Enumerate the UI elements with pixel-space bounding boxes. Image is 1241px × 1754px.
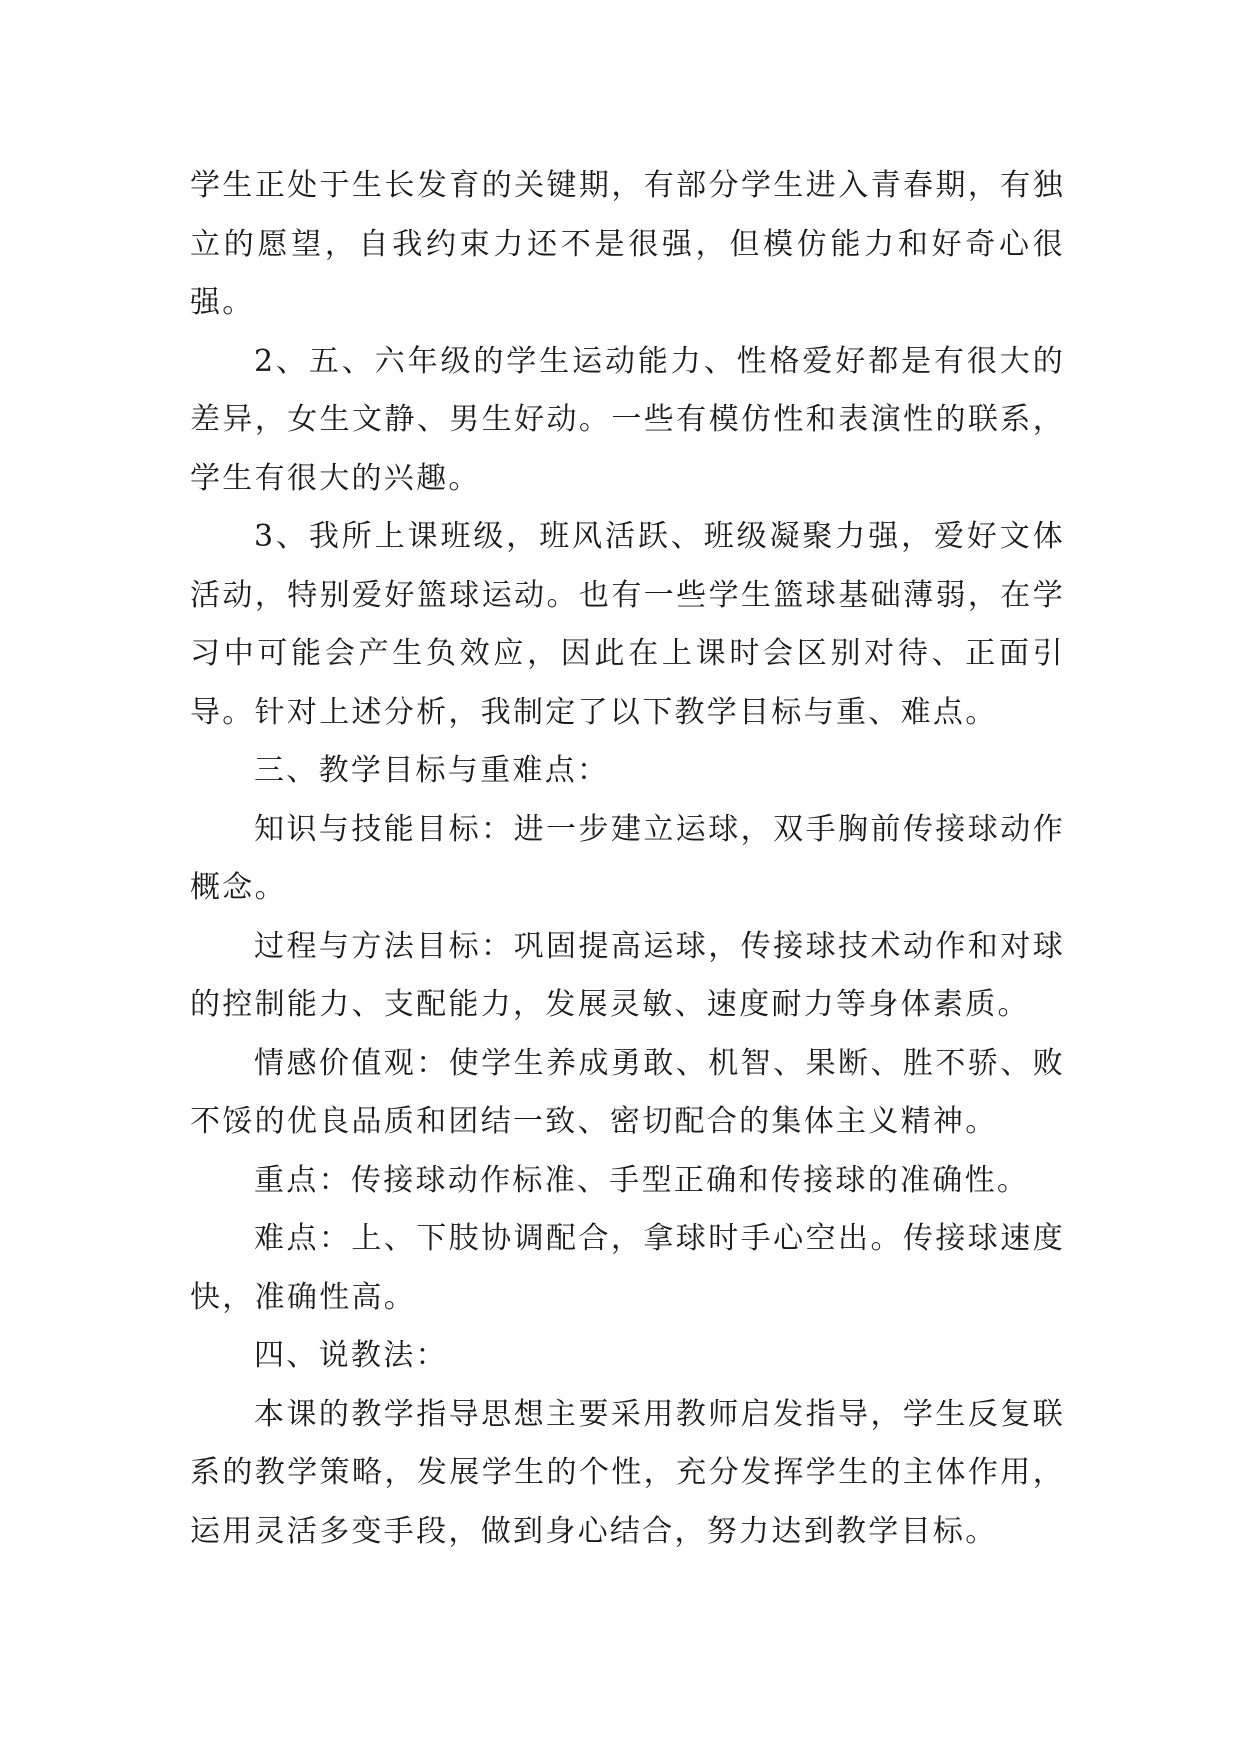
paragraph-grade-differences: 2、五、六年级的学生运动能力、性格爱好都是有很大的差异，女生文静、男生好动。一些有模仿性和表演性的联系，学生有很大的兴趣。 [190, 343, 1065, 496]
paragraph-values-goal: 情感价值观：使学生养成勇敢、机智、果断、胜不骄、败不馁的优良品质和团结一致、密切配合的集体主义精神。 [190, 1045, 1065, 1139]
paragraph-teaching-method: 本课的教学指导思想主要采用教师启发指导，学生反复联系的教学策略，发展学生的个性，充分发挥学生的主体作用，运用灵活多变手段，做到身心结合，努力达到教学目标。 [190, 1396, 1065, 1549]
paragraph-key-point: 重点：传接球动作标准、手型正确和传接球的准确性。 [254, 1162, 1030, 1198]
document-body [190, 157, 1065, 1561]
paragraph-difficulty: 难点：上、下肢协调配合，拿球时手心空出。传接球速度快，准确性高。 [190, 1221, 1065, 1315]
section-heading-goals: 三、教学目标与重难点： [254, 753, 610, 788]
paragraph-class-analysis: 3、我所上课班级，班风活跃、班级凝聚力强，爱好文体活动，特别爱好篮球运动。也有一些学生篮球基础薄弱，在学习中可能会产生负效应，因此在上课时会区别对待、正面引导。针对上述分析，我制定了以下教学目标与重、难点。 [190, 519, 1065, 730]
paragraph-student-development: 学生正处于生长发育的关键期，有部分学生进入青春期，有独立的愿望，自我约束力还不是很强，但模仿能力和好奇心很强。 [190, 168, 1065, 320]
paragraph-process-goal: 过程与方法目标：巩固提高运球，传接球技术动作和对球的控制能力、支配能力，发展灵敏、速度耐力等身体素质。 [190, 928, 1065, 1022]
section-heading-method: 四、说教法： [254, 1338, 448, 1373]
paragraph-knowledge-goal: 知识与技能目标：进一步建立运球，双手胸前传接球动作概念。 [190, 811, 1065, 905]
